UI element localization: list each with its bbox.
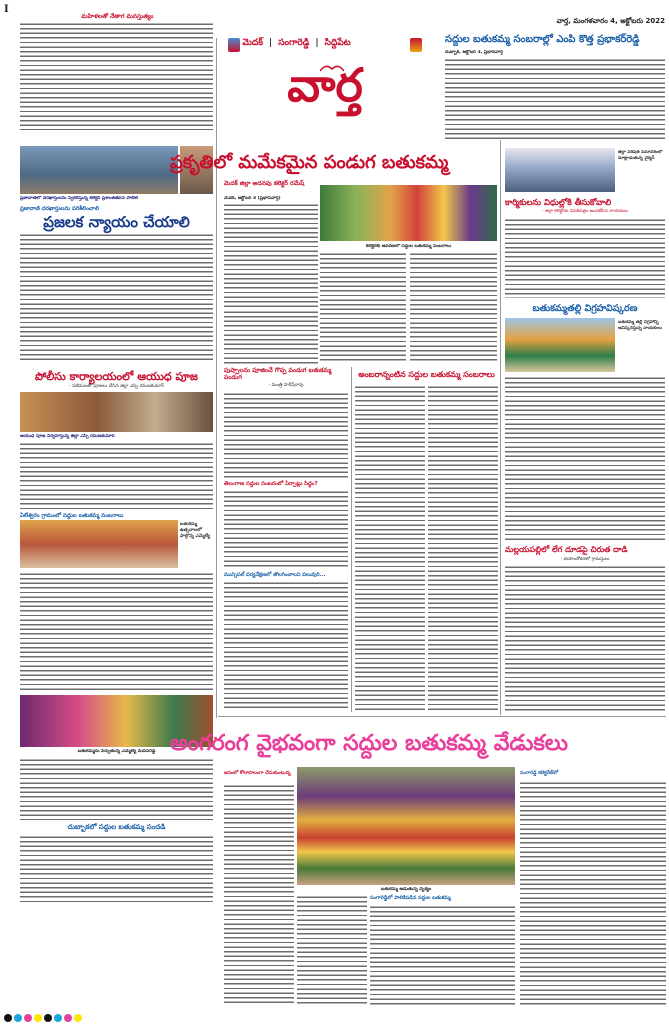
police-photo [20, 392, 213, 432]
lead-dateline: మెదక్, అక్టోబర్ 3 (ప్రభానవార్త) [224, 196, 281, 201]
bottom-side-headline: సంగారెడ్డిలో పాలికిపడిన సద్దుల బతుకమ్మ [370, 895, 451, 901]
reg-dot [44, 1014, 52, 1022]
bottom-left-text [224, 784, 294, 1004]
mallanna-text [505, 565, 665, 711]
flowers-headline: పుష్పాలను పూజించే గొప్ప పండుగ బతుకమ్మ పండుగ [224, 367, 332, 381]
praja-text [20, 233, 213, 363]
lead-text-b [320, 252, 406, 364]
masthead-bird-icon [320, 58, 344, 68]
mallanna-headline: మల్లయపల్లిలో లేగ దూడపై చిరుత దాడి [505, 545, 628, 554]
praja-headline: ప్రజలక న్యాయం చేయాలి [43, 213, 190, 231]
karthikulu-headline: కార్మికులను విధుల్లోకి తీసుకోవాలి [505, 197, 612, 207]
dubbaka-text [20, 835, 213, 905]
bottom-right-text [520, 781, 666, 1005]
anumbarana-text-a [355, 385, 425, 711]
mla-photo [20, 520, 178, 568]
bathukamma-text [505, 376, 665, 540]
mallanna-subhead: - భయాందోళనలో గ్రామస్తులు [560, 557, 610, 562]
mla-headline: ఏలేశ్వరం గ్రామంలో సద్దుల బతుకమ్మ సంబరాలు [20, 513, 124, 519]
dubbaka-text-top [20, 758, 213, 820]
police-subhead: - పటిమలతో పూజలు చేసిన జిల్లా ఎస్పి రమణకుమార్ [69, 384, 164, 389]
color-registration-bar [0, 1012, 669, 1024]
jila-photo [505, 148, 615, 192]
top-right-headline: సద్దుల బతుకమ్మ సంబరాల్లో ఎంపి కొత్త ప్రభాకర్‌రెడ్డి [445, 33, 665, 47]
district-medak: మెదక్ [242, 38, 263, 48]
reg-dot [74, 1014, 82, 1022]
dubbaka-headline: దుబ్బాకలో సద్దుల బతుకమ్మ సందడి [67, 823, 166, 831]
masthead-logo-left [228, 38, 240, 52]
masthead-logo-right [410, 38, 422, 52]
anumbarana-headline: అంబరాన్నంటిన సద్దుల బతుకమ్మ సంబరాలు [358, 370, 495, 379]
mid-rule [351, 367, 352, 712]
karthikulu-text [505, 218, 665, 298]
jila-side-caption: జిల్లా పరిషత్ సమావేశంలో మాట్లాడుతున్న చైర్మన్ [618, 150, 663, 161]
telangana-headline: తెలంగాణ సద్దుల సంబరంలో ఏర్పాట్లు సిద్ధం? [224, 481, 318, 487]
lead-text-d [224, 310, 318, 364]
left-top-headline: మహిళలతో నేతాగ మనస్తుత్యం [81, 13, 154, 20]
lead-subhead: మెదక్ జిల్లా అదనపు కలెక్టర్ రమేష్ [224, 180, 305, 187]
bathukamma-side-caption: బతుకమ్మ తల్లి విగ్రహాన్ని ఆవిష్కరిస్తున్న నాయకులు [618, 320, 662, 331]
police-caption: ఆయుధ పూజ నిర్వహిస్తున్న జిల్లా ఎస్పి రమణకుమార్ [20, 434, 115, 439]
karthikulu-subhead: - జిల్లా కలెక్టర్‌కు వినతిపత్రం అందజేసిన నాయకులు [542, 209, 628, 214]
telangana-text [224, 490, 348, 568]
lead-text-c [410, 252, 497, 364]
lead-photo-caption: కలెక్టరేట్ ఆవరణలో సద్దుల బతుకమ్మ సంబరాలు [365, 244, 452, 249]
reg-dot [64, 1014, 72, 1022]
bottom-photo-caption: బతుకమ్మ ఆడుతున్న దృశ్యం [380, 887, 432, 892]
flowers-subhead: - మంత్రి హరీష్‌రావు [268, 383, 304, 388]
bottom-left-subhead: జనంలో కోలాహలంగా చేసుకుంటున్న [224, 771, 291, 776]
bathukamma-photo [505, 318, 615, 372]
bottom-mid-text-b [370, 905, 515, 1005]
bottom-section-rule [218, 716, 666, 717]
left-top-text [20, 22, 213, 130]
bottom-right-subhead: సంగారెడ్డి కలెక్టరేట్‌లో [520, 771, 559, 776]
flowers-text [224, 392, 348, 478]
police-text [20, 442, 213, 510]
bottom-main-photo [297, 767, 515, 885]
column-rule-2 [500, 140, 501, 715]
police-headline: పోలీసు కార్యాలయంలో ఆయుధ పూజ [35, 370, 198, 383]
mla-text [20, 572, 213, 690]
reg-dot [14, 1014, 22, 1022]
masthead-districts [218, 38, 375, 52]
reg-dot [24, 1014, 32, 1022]
lead-photo [320, 185, 497, 241]
district-separator: | [268, 38, 273, 48]
district-sangareddy: సంగారెడ్డి [278, 38, 310, 48]
anumbarana-text-b [428, 385, 498, 711]
top-right-dateline: దుబ్బాక, అక్టోబర్ 3, ప్రభానవార్త [445, 50, 503, 55]
dateline: వార్త, మంగళవారం 4, అక్టోబరు 2022 [556, 17, 665, 25]
lead-text-a [224, 203, 318, 308]
masthead-title: వార్త [287, 58, 363, 112]
bottom-mid-text-a [297, 895, 367, 1005]
bottom-headline: అంగరంగ వైభవంగా సద్దుల బతుకమ్మ వేడుకలు [170, 731, 569, 756]
district-separator: | [315, 38, 319, 48]
top-right-text [445, 58, 665, 140]
lead-headline: ప్రకృతిలో మమేకమైన పండుగ బతుకమ్మ [170, 152, 449, 173]
reg-dot [34, 1014, 42, 1022]
bathukamma-headline: బతుకమ్మతల్లి విగ్రహవిష్కరణ [532, 303, 638, 314]
mla-side-caption: బతుకమ్మ ఉత్సవాలలో పాల్గొన్న ఎమ్మెల్యే [180, 522, 211, 539]
district-siddipet: సిద్దిపేట [324, 38, 351, 48]
reg-dot [4, 1014, 12, 1022]
reg-dot [54, 1014, 62, 1022]
praja-caption: ప్రజావాణిలో దరఖాస్తులను స్వీకరిస్తున్న కలెక్టర్ ప్రశాంత్‌జీవన్ పాటిల్ [20, 196, 139, 201]
muncipal-text [224, 581, 348, 711]
column-rule-1 [216, 38, 217, 718]
mla-photo-caption: బతుకమ్మను పేర్చుతున్న ఎమ్మెల్యే మదన్‌రెడ్డి [77, 749, 156, 754]
praja-subhead: ప్రజావాణి దరఖాస్తులను పరిశీలించాలి [20, 206, 100, 212]
page-number: I [4, 4, 9, 15]
praja-photo [20, 146, 178, 194]
muncipal-headline: మున్సిపల్ పర్యవేక్షణలో తొలగించాలని పలువురి... [224, 572, 326, 578]
